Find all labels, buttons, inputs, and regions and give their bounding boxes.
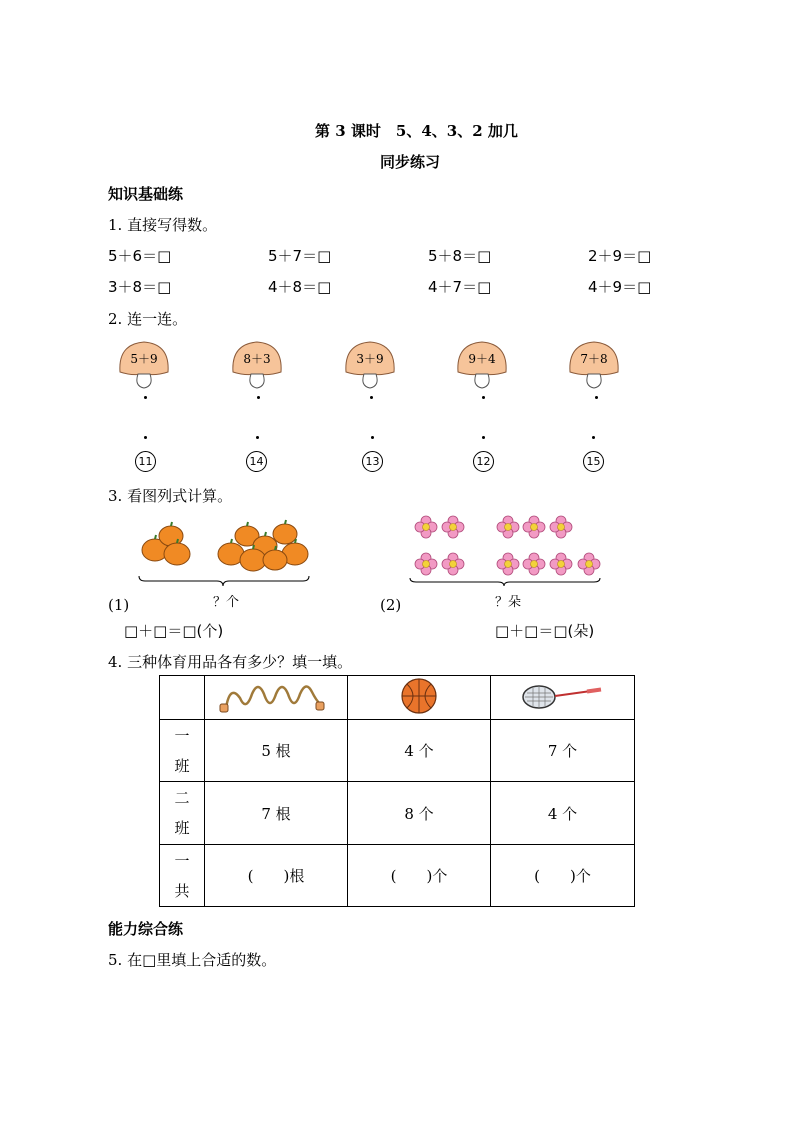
q3-label: 3. 看图列式计算。 — [108, 487, 233, 505]
q2-label: 2. 连一连。 — [108, 310, 188, 328]
row-label — [160, 845, 205, 907]
connect-dot[interactable] — [370, 396, 373, 399]
q3-question-1: ？个 — [213, 595, 240, 610]
row-label-bottom: 班 — [174, 756, 190, 775]
q3-question-2: ？朵 — [495, 595, 522, 610]
table-corner — [160, 676, 205, 720]
flowers-illustration — [406, 514, 606, 592]
answer-circle: 14 — [246, 451, 267, 472]
connect-dot[interactable] — [592, 436, 595, 439]
q1-item: 4＋8＝□ — [268, 278, 332, 296]
q3-formula-1: □＋□＝□(个) — [124, 622, 224, 640]
table-cell: 4 个 — [491, 782, 635, 845]
answer-circle: 11 — [135, 451, 156, 472]
table-cell: 7 个 — [491, 720, 635, 782]
connect-dot[interactable] — [482, 396, 485, 399]
table-cell: 8 个 — [348, 782, 491, 845]
connect-dot[interactable] — [482, 436, 485, 439]
jump-rope-icon — [216, 678, 336, 714]
q1-item: 4＋9＝□ — [588, 278, 652, 296]
answer-circle: 13 — [362, 451, 383, 472]
row-label-bottom: 班 — [174, 819, 190, 837]
q1-item: 2＋9＝□ — [588, 247, 652, 265]
answer-circle: 12 — [473, 451, 494, 472]
basketball-header — [348, 676, 491, 720]
section-ability: 能力综合练 — [108, 920, 184, 938]
basketball-icon — [399, 677, 439, 715]
q3-formula-2: □＋□＝□(朵) — [495, 622, 595, 640]
racket-header — [491, 676, 635, 720]
answer-cell[interactable]: ( )个 — [491, 845, 635, 907]
connect-dot[interactable] — [144, 436, 147, 439]
mushroom-expr: 7＋8 — [580, 352, 608, 366]
answer-circle: 15 — [583, 451, 604, 472]
q3-part1-label: (1) — [108, 596, 130, 614]
connect-dot[interactable] — [257, 396, 260, 399]
answer-cell[interactable]: ( )根 — [205, 845, 348, 907]
row-label-top: 一 — [174, 851, 190, 870]
jump-rope-header — [205, 676, 348, 720]
q3-part2-label: (2) — [380, 596, 402, 614]
row-label — [160, 720, 205, 782]
q1-item: 4＋7＝□ — [428, 278, 492, 296]
mushroom-expr: 5＋9 — [130, 352, 158, 366]
mushroom-expr: 9＋4 — [468, 352, 496, 366]
row-label-top: 二 — [174, 789, 190, 807]
q1-item: 5＋7＝□ — [268, 247, 332, 265]
connect-dot[interactable] — [371, 436, 374, 439]
connect-dot[interactable] — [256, 436, 259, 439]
row-label — [160, 782, 205, 845]
q1-label: 1. 直接写得数。 — [108, 216, 218, 234]
answer-cell[interactable]: ( )个 — [348, 845, 491, 907]
mushroom-expr: 3＋9 — [356, 352, 384, 366]
row-label-top: 一 — [174, 726, 190, 745]
q1-item: 5＋6＝□ — [108, 247, 172, 265]
q1-item: 3＋8＝□ — [108, 278, 172, 296]
page-title: 第 3 课时 5、4、3、2 加几 — [315, 122, 518, 140]
connect-dot[interactable] — [595, 396, 598, 399]
table-cell: 5 根 — [205, 720, 348, 782]
mushroom-expr: 8＋3 — [243, 352, 271, 366]
sports-table — [159, 675, 635, 907]
pumpkins-illustration — [135, 514, 315, 592]
page-subtitle: 同步练习 — [380, 153, 441, 171]
q1-item: 5＋8＝□ — [428, 247, 492, 265]
table-cell: 7 根 — [205, 782, 348, 845]
table-cell: 4 个 — [348, 720, 491, 782]
badminton-racket-icon — [521, 681, 605, 711]
q5-label: 5. 在□里填上合适的数。 — [108, 951, 277, 969]
q4-label: 4. 三种体育用品各有多少？填一填。 — [108, 653, 353, 671]
section-basic: 知识基础练 — [108, 185, 184, 203]
row-label-bottom: 共 — [174, 881, 190, 900]
connect-dot[interactable] — [144, 396, 147, 399]
